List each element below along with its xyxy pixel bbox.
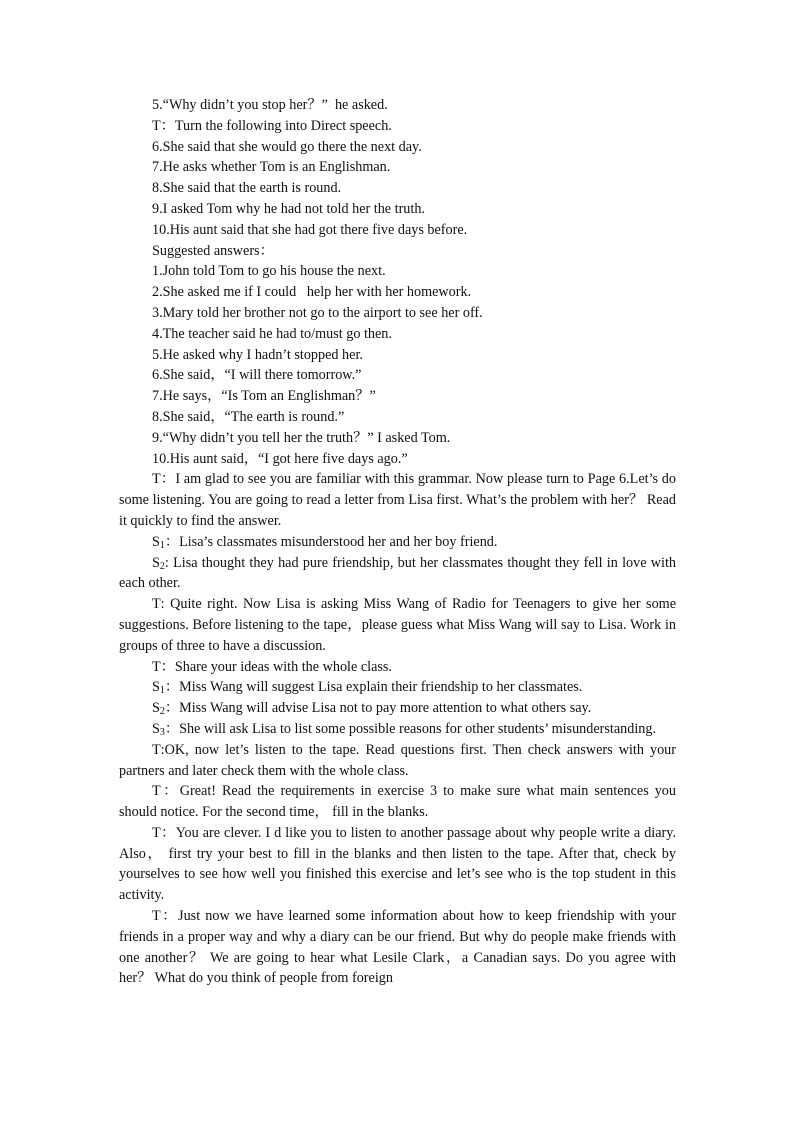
- answer-line: 5.He asked why I hadn’t stopped her.: [152, 346, 363, 363]
- dialogue-paragraph: [119, 719, 676, 740]
- answer-line: 4.The teacher said he had to/must go then.: [152, 325, 392, 342]
- speaker-label: T: [152, 783, 161, 800]
- speaker-label: T: [152, 596, 161, 613]
- paragraph-text: ：Miss Wang will suggest Lisa explain their friendship to her classmates.: [164, 679, 583, 696]
- speaker-label: S: [152, 679, 160, 696]
- answer-line: 2.She asked me if I could help her with her homework.: [152, 284, 472, 301]
- dialogue-paragraph: [119, 677, 676, 698]
- text-line: T：Turn the following into Direct speech.: [152, 117, 392, 134]
- text-line: 7.He asks whether Tom is an Englishman.: [152, 159, 391, 176]
- speaker-number: 2: [159, 706, 165, 718]
- speaker-label: T: [152, 824, 161, 841]
- dialogue-paragraph: [119, 740, 676, 782]
- dialogue-paragraph: [119, 469, 676, 531]
- answer-line: 9.“Why didn’t you tell her the truth？” I asked Tom.: [152, 429, 451, 446]
- paragraph-text: ：I am glad to see you are familiar with this grammar. Now please turn to Page 6.Let’s do some listening. You are going to read a letter from Lisa first. What’s the problem with her？ Read it quickly to find the answer.: [119, 471, 676, 529]
- dialogue-paragraph: [119, 698, 676, 719]
- dialogue-paragraph: [119, 532, 676, 553]
- exercise-lines: [119, 95, 676, 469]
- speaker-label: S: [152, 700, 160, 717]
- speaker-label: S: [152, 720, 160, 737]
- text-line: 9.I asked Tom why he had not told her the truth.: [152, 200, 425, 217]
- answer-line: 7.He says，“Is Tom an Englishman？”: [152, 388, 376, 405]
- speaker-number: 1: [159, 685, 165, 697]
- paragraph-text: :OK, now let’s listen to the tape. Read questions first. Then check answers with your partners and later check them with the whole class.: [119, 741, 676, 779]
- speaker-label: S: [152, 554, 160, 571]
- text-line: 6.She said that she would go there the next day.: [152, 138, 422, 155]
- speaker-label: T: [152, 658, 161, 675]
- paragraph-text: ：Lisa’s classmates misunderstood her and her boy friend.: [164, 533, 498, 550]
- answer-line: 6.She said，“I will there tomorrow.”: [152, 367, 362, 384]
- paragraph-text: ：She will ask Lisa to list some possible reasons for other students’ misunderstanding.: [164, 720, 657, 737]
- dialogue-paragraph: [119, 657, 676, 678]
- dialogue-paragraph: [119, 823, 676, 906]
- dialogue: [119, 469, 676, 989]
- speaker-label: S: [152, 533, 160, 550]
- answer-line: 8.She said，“The earth is round.”: [152, 408, 345, 425]
- paragraph-text: ：Just now we have learned some information about how to keep friendship with your friends in a proper way and why a diary can be our friend. But why do people make friends with one another？ We are going to hear what Lesile Clark，a Canadian says. Do you agree with her？ What do you think of people from foreign: [119, 908, 676, 987]
- speaker-number: 3: [159, 726, 165, 738]
- paragraph-text: : Quite right. Now Lisa is asking Miss Wang of Radio for Teenagers to give her some suggestions. Before listening to the tape，please guess what Miss Wang will say to Lisa. Work in groups of three to have a discussion.: [119, 596, 676, 654]
- paragraph-text: : Lisa thought they had pure friendship, but her classmates thought they fell in love with each other.: [119, 554, 676, 592]
- suggested-answers-heading: Suggested answers：: [152, 242, 274, 259]
- document-page: [119, 95, 676, 989]
- answer-line: 3.Mary told her brother not go to the airport to see her off.: [152, 304, 483, 321]
- speaker-label: T: [152, 741, 161, 758]
- dialogue-paragraph: [119, 781, 676, 823]
- paragraph-text: ：You are clever. I d like you to listen to another passage about why people write a diary. Also， first try your best to fill in the blanks and then listen to the tape. After that, check by yourselves to see how well you finished this exercise and let’s see who is the top student in this activity.: [119, 824, 676, 904]
- speaker-number: 1: [159, 539, 165, 551]
- answer-line: 10.His aunt said，“I got here five days ago.”: [152, 450, 408, 467]
- answer-line: 1.John told Tom to go his house the next.: [152, 263, 386, 280]
- speaker-number: 2: [159, 560, 165, 572]
- speaker-label: T: [152, 471, 161, 488]
- text-line: 8.She said that the earth is round.: [152, 180, 342, 197]
- speaker-label: T: [152, 908, 161, 925]
- paragraph-text: ：Miss Wang will advise Lisa not to pay more attention to what others say.: [164, 700, 592, 717]
- text-line: 5.“Why didn’t you stop her？” he asked.: [152, 97, 388, 113]
- text-line: 10.His aunt said that she had got there five days before.: [152, 221, 468, 238]
- paragraph-text: ：Great! Read the requirements in exercise 3 to make sure what main sentences you should notice. For the second time， fill in the blanks.: [119, 783, 676, 821]
- paragraph-text: ：Share your ideas with the whole class.: [160, 658, 392, 675]
- dialogue-paragraph: [119, 906, 676, 989]
- dialogue-paragraph: [119, 553, 676, 595]
- dialogue-paragraph: [119, 594, 676, 656]
